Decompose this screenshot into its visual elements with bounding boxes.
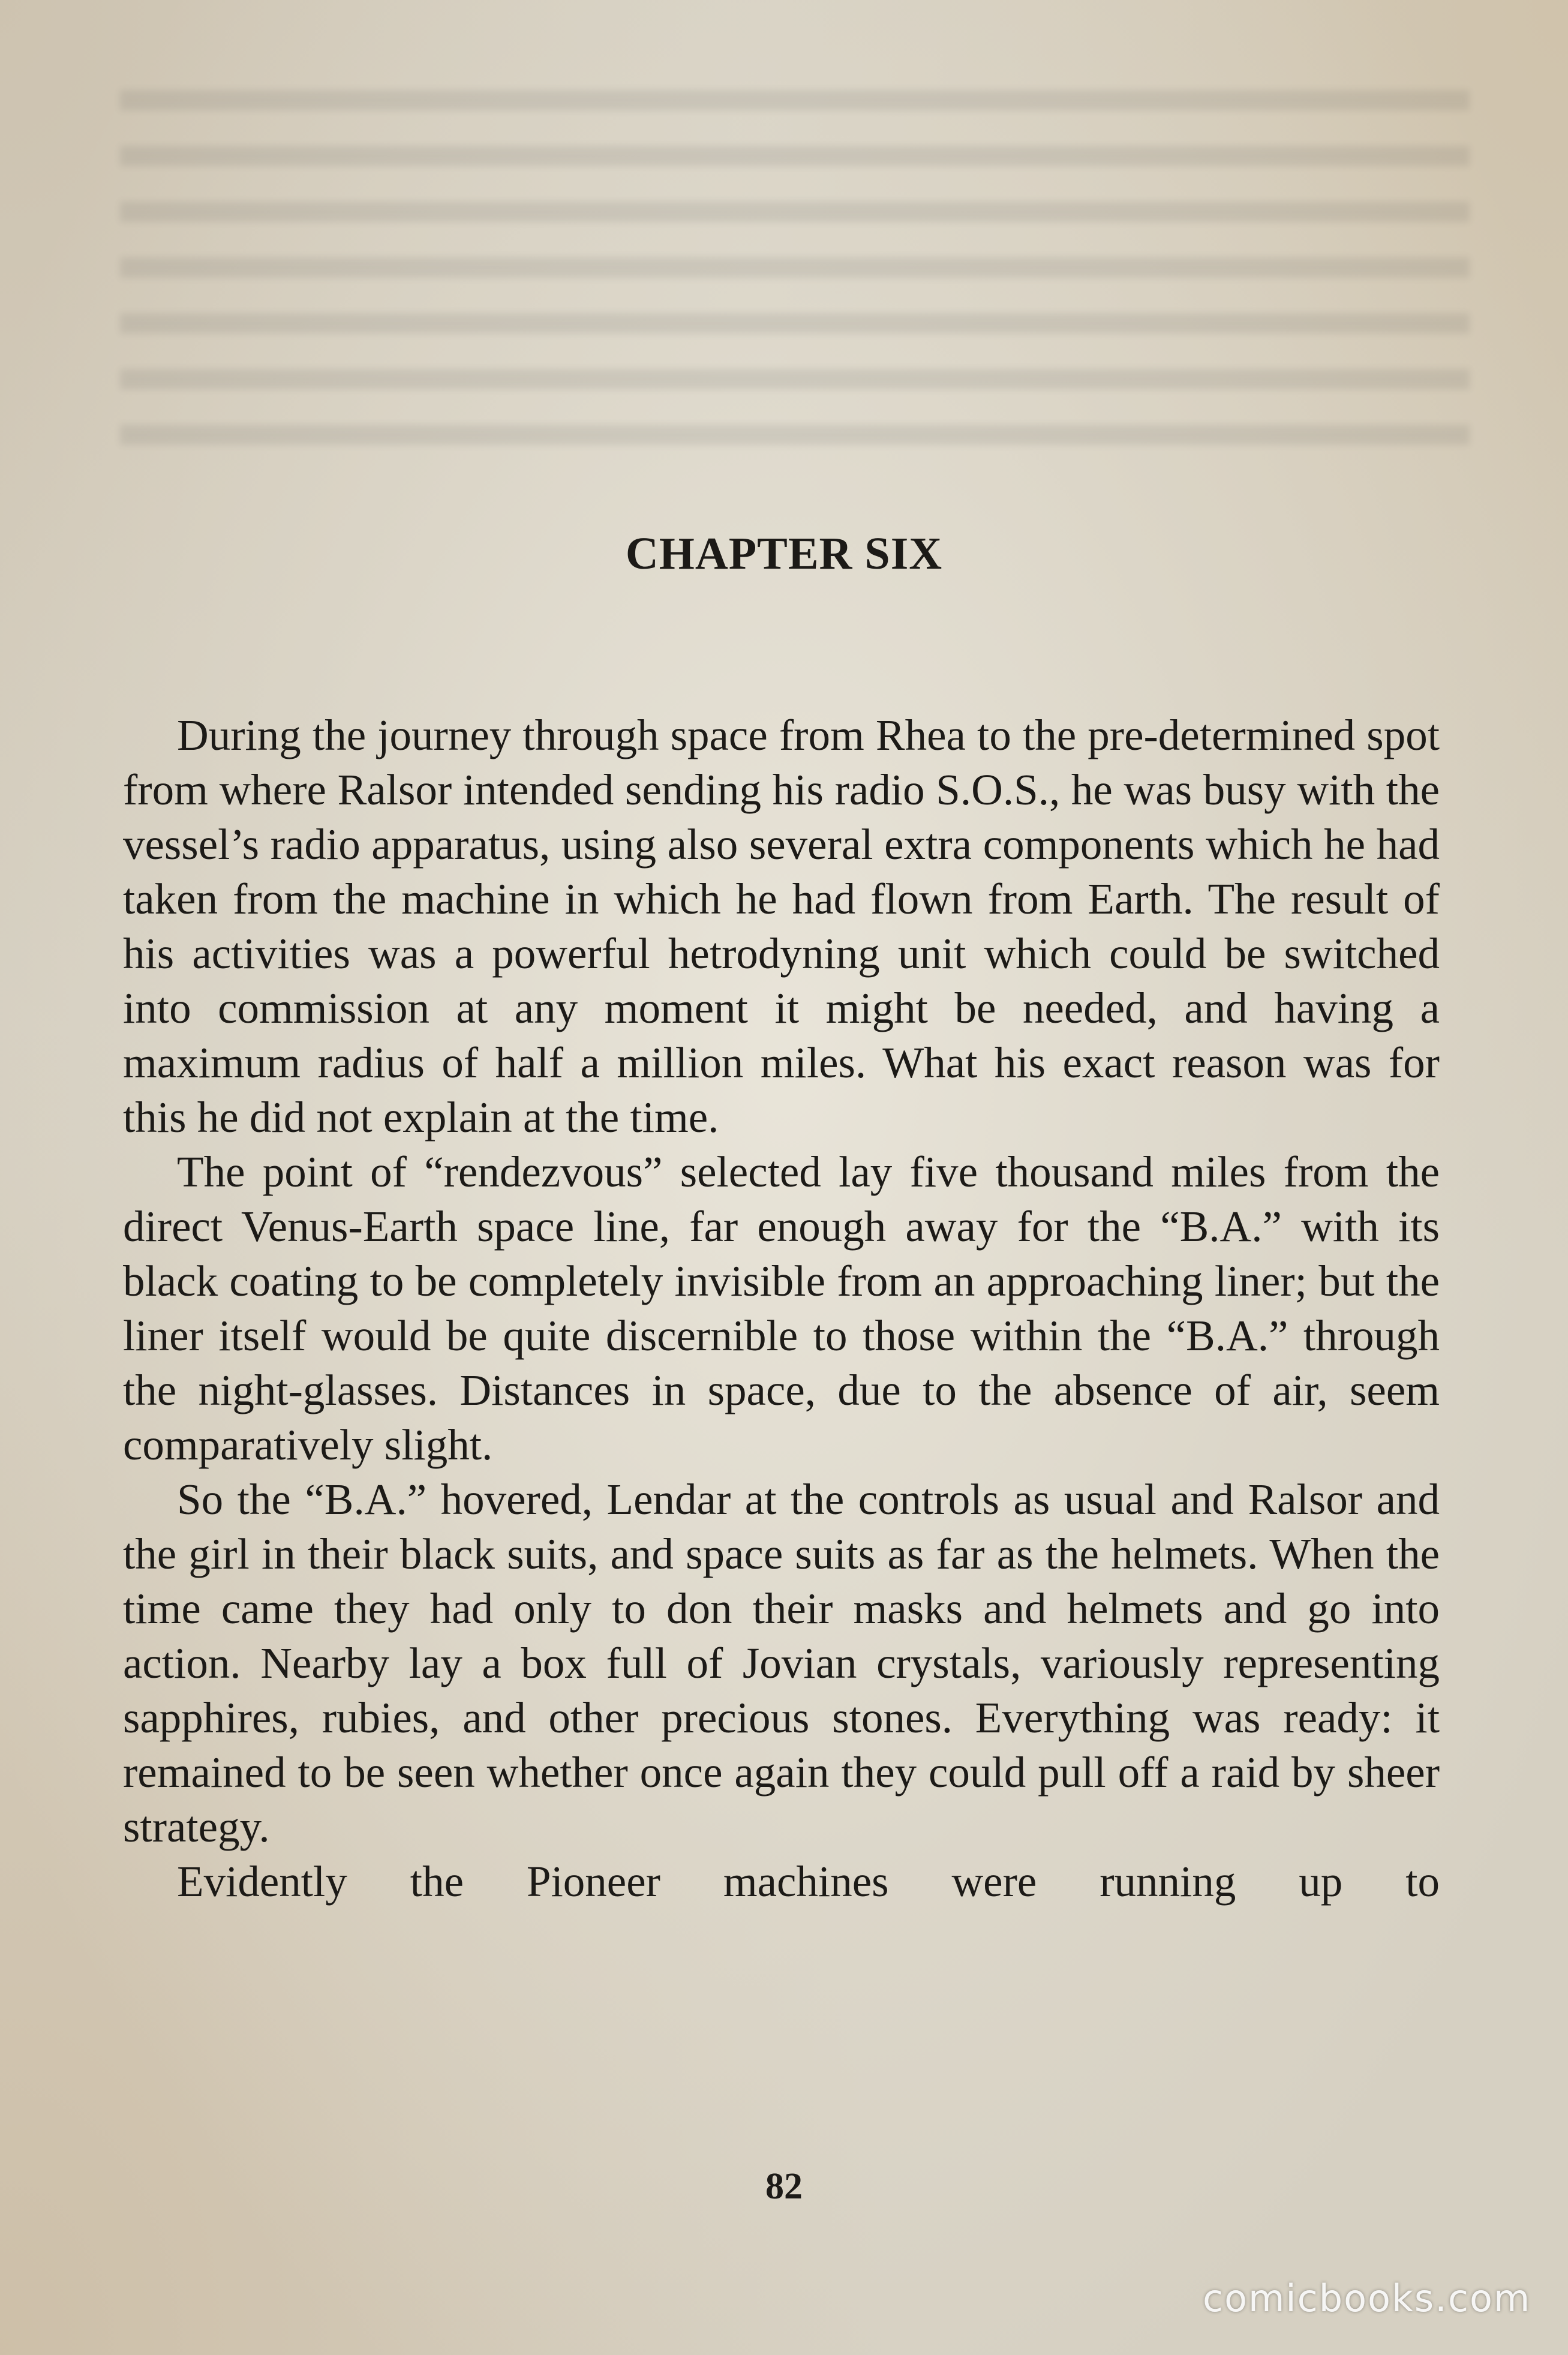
paragraph: Evidently the Pioneer machines were running up to <box>177 1857 1440 1906</box>
body-text <box>123 708 1440 1909</box>
paragraph: The point of “rendezvous” selected lay five thousand miles from the direct Venus-Earth space line, far enough away for the “B.A.” with its black coating to be completely invisible from an approaching liner; but the liner itself would be quite discernible to those within the “B.A.” through the night-glasses. Distances in space, due to the absence of air, seem comparatively slight. <box>123 1148 1440 1469</box>
bleed-through-text <box>120 90 1470 480</box>
watermark: comicbooks.com <box>1203 2276 1531 2320</box>
page-number: 82 <box>765 2166 803 2207</box>
chapter-title: CHAPTER SIX <box>625 528 943 579</box>
paragraph: So the “B.A.” hovered, Lendar at the controls as usual and Ralsor and the girl in their black suits, and space suits as far as the helmets. When the time came they had only to don their masks and helmets and go into action. Nearby lay a box full of Jovian crystals, variously representing sapphires, rubies, and other precious stones. Everything was ready: it remained to be seen whether once again they could pull off a raid by sheer strategy. <box>123 1475 1440 1851</box>
paragraph: During the journey through space from Rhea to the pre-determined spot from where Ralsor intended sending his radio S.O.S., he was busy with the vessel’s radio apparatus, using also several extra components which he had taken from the machine in which he had flown from Earth. The result of his activities was a powerful hetrodyning unit which could be switched into commission at any moment it might be needed, and having a maximum radius of half a million miles. What his exact reason was for this he did not explain at the time. <box>123 711 1440 1142</box>
